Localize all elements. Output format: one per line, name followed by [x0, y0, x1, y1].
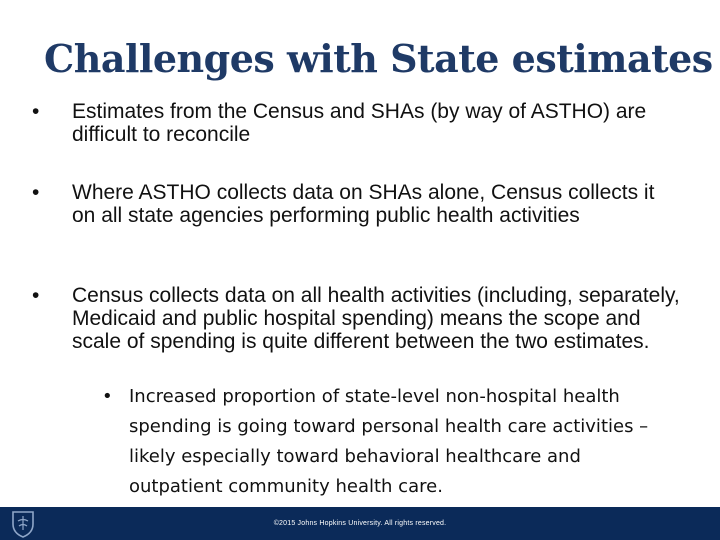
bullet-text: Where ASTHO collects data on SHAs alone, Census collects it on all state agencies performing public health activities	[72, 181, 655, 227]
sub-bullet-text: Increased proportion of state-level non-hospital health spending is going toward personal health care activities – likely especially toward behavioral healthcare and outpatient community health care.	[129, 386, 649, 497]
footer-bar	[0, 507, 720, 540]
bullet-text: Census collects data on all health activities (including, separately, Medicaid and public hospital spending) means the scope and scale of spending is quite different between the two estimates.	[72, 284, 680, 353]
bullet-marker: •	[32, 181, 40, 204]
bullet-text: Estimates from the Census and SHAs (by way of ASTHO) are difficult to reconcile	[72, 100, 647, 146]
bullet-marker: •	[32, 100, 40, 123]
page-title: Challenges with State estimates	[44, 36, 713, 81]
bullet-item	[32, 100, 682, 146]
copyright-text: ©2015 Johns Hopkins University. All rights reserved.	[273, 520, 447, 527]
sub-bullet-marker: •	[102, 386, 113, 407]
bullet-marker: •	[32, 284, 40, 307]
sub-bullet-item	[102, 382, 662, 502]
bullet-item	[32, 181, 682, 227]
bullet-item	[32, 284, 682, 353]
